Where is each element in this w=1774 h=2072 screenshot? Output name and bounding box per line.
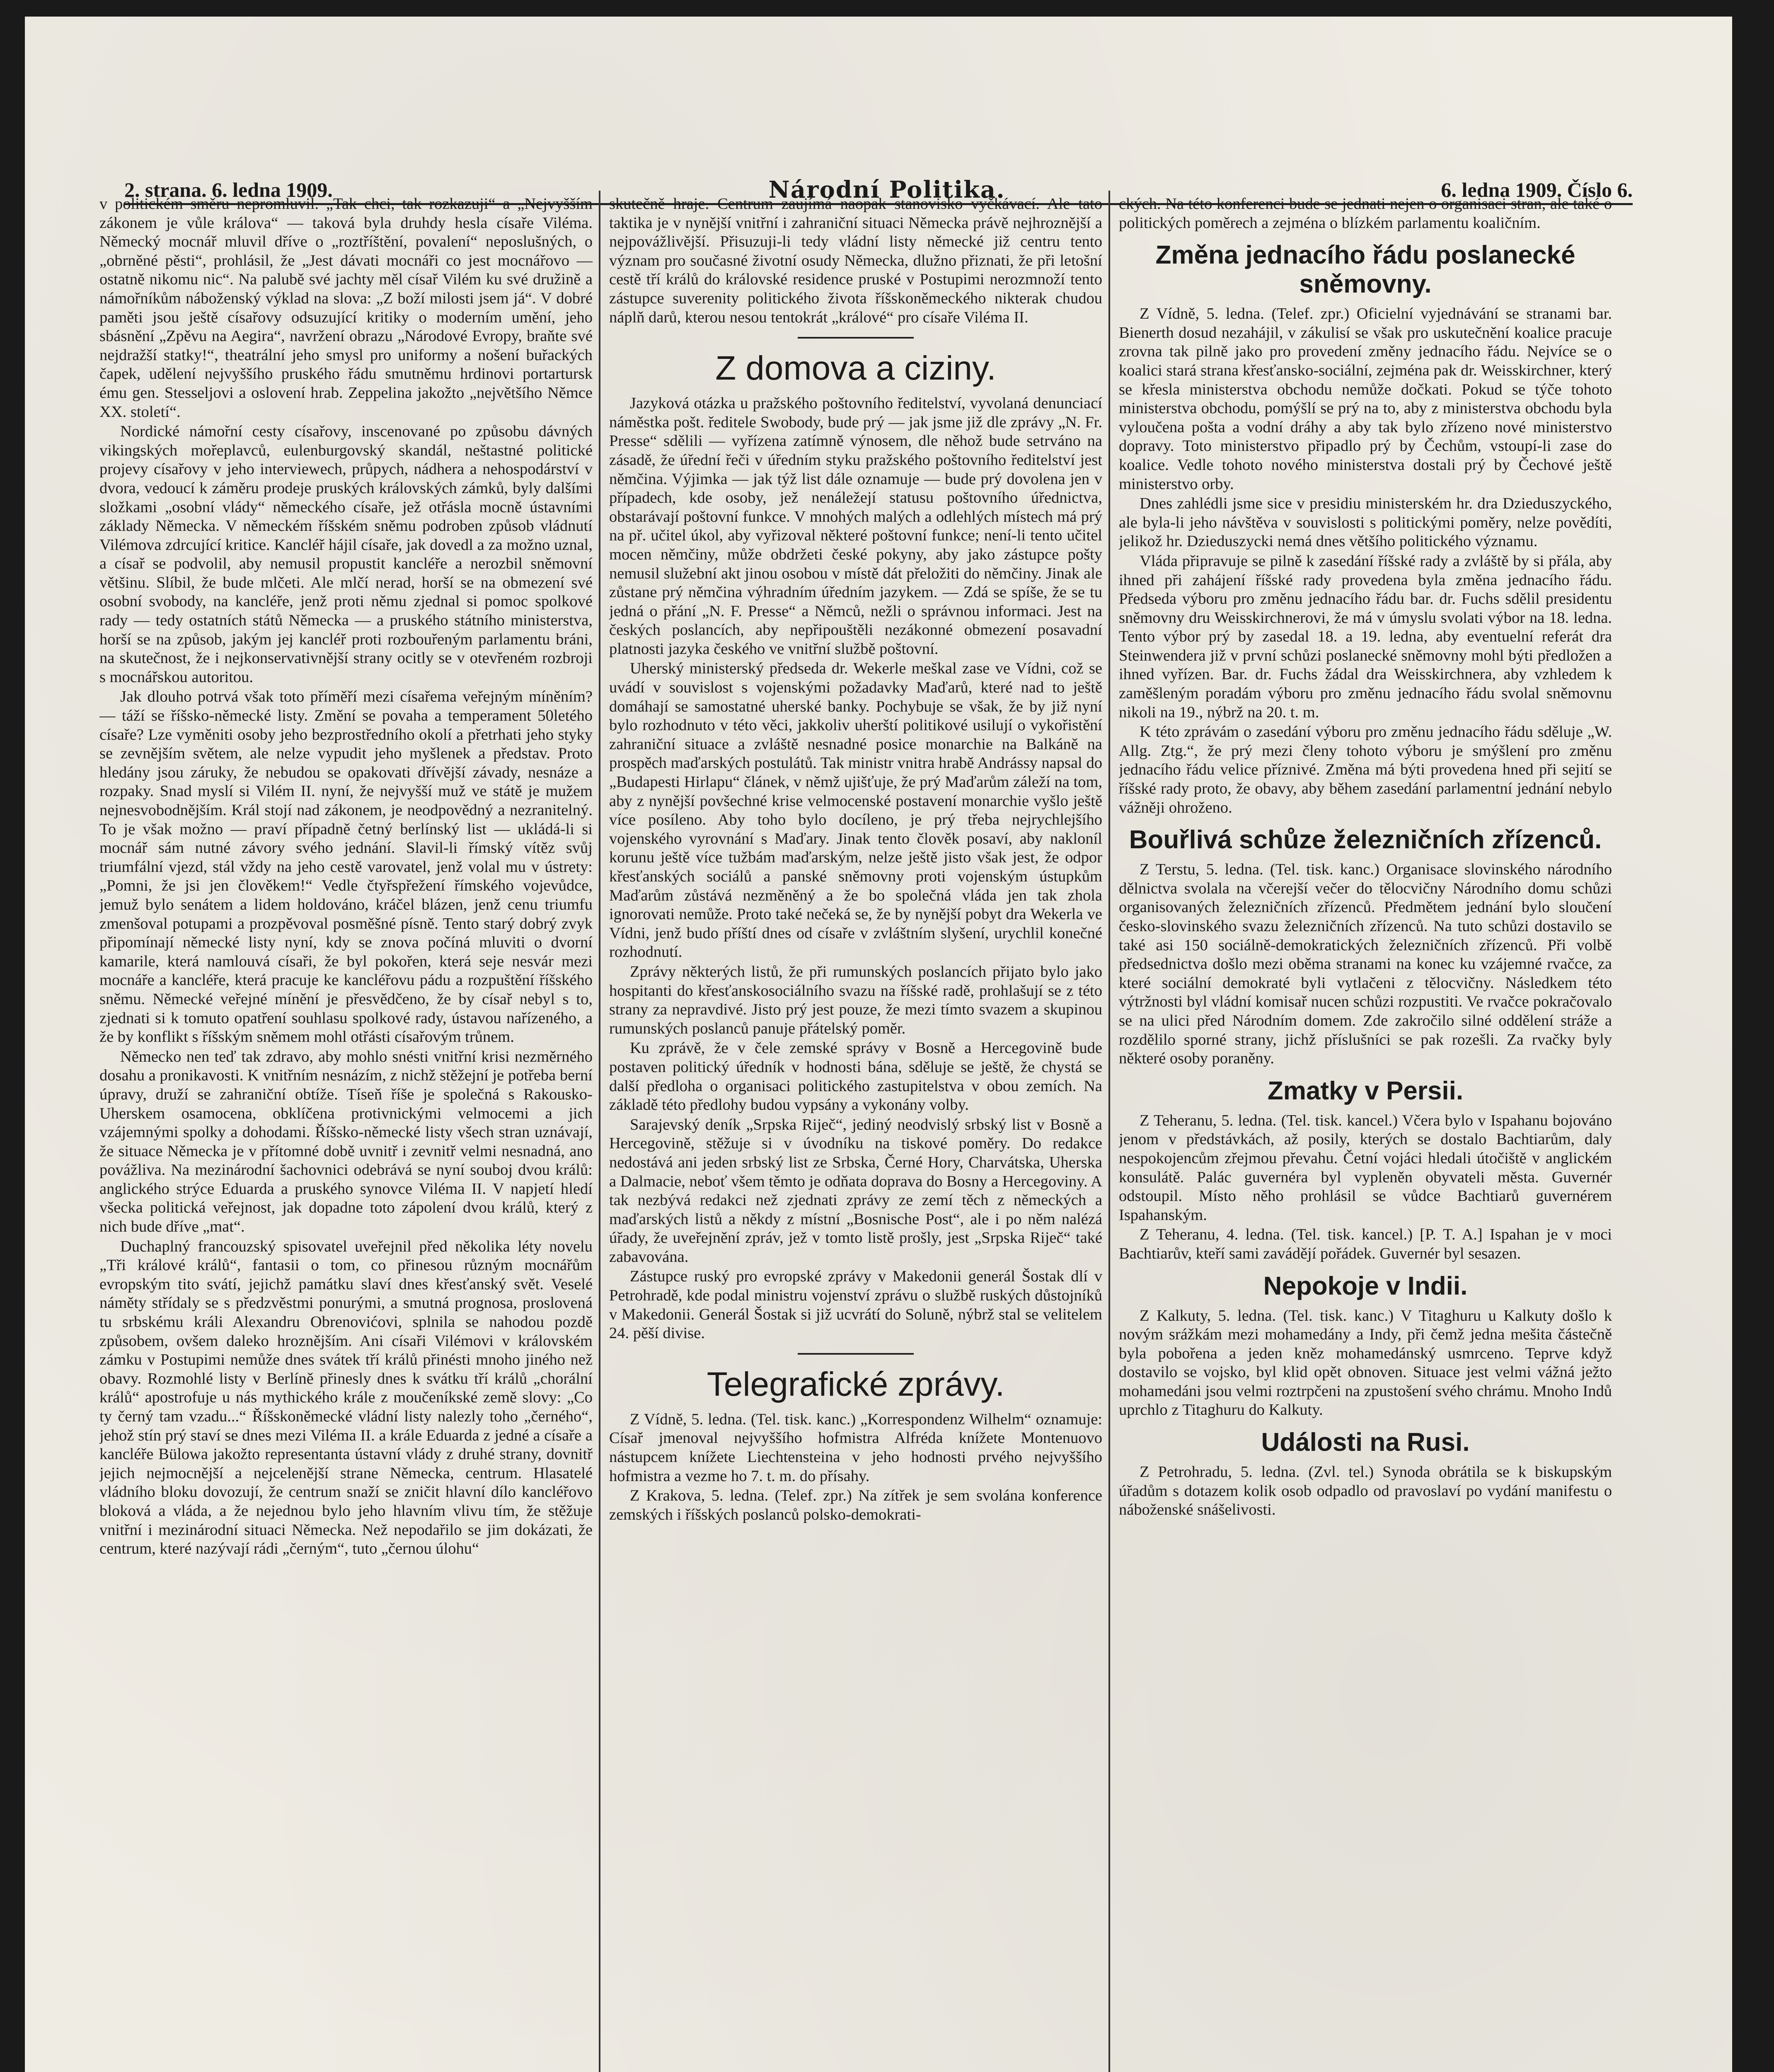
news-item: Jazyková otázka u pražského poštovního ředitelství, vyvolaná denunciací náměstka pošt. ředitele Swobody, bude prý — jak jsme již dle zprávy „N. Fr. Presse“ sdělili — vyřízena zatímně výnosem, dle něhož bude setrváno na zásadě, že úřední řeči v úředním styku pražského poštovního ředitelství jest němčina. Výjimka — jak týž list dále oznamuje — bude prý dovolena jen v případech, kde osoby, jež nenáležejí statusu poštovního úřednictva, obstarávají poštovní funkce. V mnohých malých a odlehlých místech má prý na př. učitel úkol, aby vyřizoval některé poštovní funkce; není-li tento učitel mocen němčiny, může obdržeti české pokyny, aby jako zástupce pošty nemusil služební akt jinou osobou v místě dát přeložiti do němčiny. Jinak ale zůstane prý němčina výhradním úředním jazykem. — Zdá se spíše, že se tu jedná o přání „N. F. Presse“ a Němců, nežli o správnou informaci. Jest na českých poslancích, aby nepřipouštěli nezákonné obmezení posavadní platnosti jazyka českého ve vnitřní službě poštovní. xyxy=(609,395,1102,658)
article-paragraph: Německo nen teď tak zdravo, aby mohlo snésti vnitřní krisi nezměrného dosahu a pronikavosti. K vnitřním nesnázím, z nichž stěžejní je potřeba berní úpravy, druží se zahraniční obtíže. Tíseň říše je společná s Rakousko-Uherskem osamocena, obklíčena protivnickými velmocemi a jich vzájemnými spolky a dohodami. Říšsko-německé listy všech stran uznávají, že situace Německa je v přítomné době uvnitř i zevnitř velmi nesnadná, ano povážliva. Na mezinárodní šachovnici odebrává se nyní souboj dvou králů: anglického strýce Eduarda a pruského synovce Viléma II. V napjetí hledí všecka politická veřejnost, jak dopadne toto zápolení dvou králů, který z nich bude dříve „mat“. xyxy=(99,1048,593,1236)
article-paragraph: v politickém směru nepromluvil. „Tak chci, tak rozkazuji“ a „Nejvyšším zákonem je vůle králova“ — taková byla druhdy hesla císaře Viléma. Německý mocnář mluvil dříve o „roztříštění, povalení“ neposlušných, o „obrněné pěsti“, prohlásil, že „Jest dávati mocnáři co jest mocnářovo — ostatně nikomu nic“. Na palubě své jachty měl císař Vilém ku své družině a námořníkům náboženský výklad na slova: „Z boží milosti jsem já“. V dobré paměti jsou ještě císařovy odsuzující kritiky o moderním umění, jeho sbásnění „Zpěvu na Aegira“, navržení obrazu „Národové Evropy, braňte své nejdražší statky!“, theatrální jeho smysl pro uniformy a nošení buřackých čapek, udělení nejvyššího pruského řádu smutněmu hrdinovi portartursk ému gen. Stesseljovi a oslovení hrab. Zeppelina jakožto „největšího Němce XX. století“. xyxy=(99,195,593,421)
column-3 xyxy=(1119,195,1612,2072)
news-item: Dnes zahlédli jsme sice v presidiu ministerském hr. dra Dzieduszyckého, ale byla-li jeho návštěva v souvislosti s politickými poměry, nelze povědíti, jelikož hr. Dzieduszycki nemá dnes většího politického významu. xyxy=(1119,495,1612,550)
news-item: ckých. Na této konferenci bude se jednati nejen o organisaci stran, ale také o politických poměrech a zejména o blízkém parlamentu koaličním. xyxy=(1119,195,1612,232)
article-paragraph: Jak dlouho potrvá však toto příměří mezi císařema veřejným míněním? — táží se říšsko-německé listy. Změní se povaha a temperament 50letého císaře? Lze vyměniti osoby jeho bezprostředního okolí a přetrhati jeho styky se zevnějším světem, ale nelze vypudit jeho myšlenek a představ. Proto hledány jsou záruky, že nebudou se opakovati dřívější závady, nesnáze a rozpaky. Snad myslí si Vilém II. nyní, že nejvyšší muž ve státě je mužem nejnesvobodnějším. Král stojí nad zákonem, je neodpovědný a nezranitelný. To je však možno — praví případně četný berlínský list — ukládá-li si mocnář sám nutné závory svého jednání. Slavil-li římský vítěz svůj triumfální vjezd, stál vždy na jeho cestě varovatel, jenž volal mu v ústrety: „Pomni, že jsi jen člověkem!“ Vedle čtyřspřežení římského vojevůdce, jemuž bylo senátem a lidem holdováno, kráčel blázen, jenž cenu triumfu zmenšoval potupami a prozpěvoval posměšné písně. Tento starý dobrý zvyk připomínají německé listy nyní, kdy se znova počíná mluviti o dvorní kamarile, která namlouvá císaři, že byl pokořen, která seje nesvár mezi mocnáře a kancléře, která pracuje ke kancléřovu pádu a rozpuštění říšského sněmu. Německé veřejné mínění je přesvědčeno, že by císař nebyl s to, zjednati si k tomuto opatření souhlasu spolkové rady, ústavou nařízeného, a že by konflikt s říšským sněmem mohl otřásti císařovým trůnem. xyxy=(99,688,593,1046)
news-item: Z Vídně, 5. ledna. (Tel. tisk. kanc.) „Korrespondenz Wilhelm“ oznamuje: Císař jmenoval nejvyššího hofmistra Alfréda knížete Montenuovo nástupcem knížete Liechtensteina v jeho hodnosti prvého nejvyššího hofmistra a vezme ho 7. t. m. do přísahy. xyxy=(609,1410,1102,1485)
news-item: Zástupce ruský pro evropské zprávy v Makedonii generál Šostak dlí v Petrohradě, kde podal ministru vojenství zprávu o službě ruských důstojníků v Makedonii. Generál Šostak si již ucvrátí do Soluně, nýbrž stal se velitelem 24. pěší divise. xyxy=(609,1268,1102,1342)
column-1 xyxy=(99,195,593,2072)
section-heading-domestic-foreign: Z domova a ciziny. xyxy=(715,349,996,387)
news-item: Z Kalkuty, 5. ledna. (Tel. tisk. kanc.) V Titaghuru u Kalkuty došlo k novým srážkám mezi mohamedány a Indy, při čemž jedna mešita částečně byla pobořena a jeden kněz mohamedánský usmrceno. Teprve když dostavilo se vojsko, byl klid opět obnoven. Situace jest velmi vážná ježto mohamedáni jsou velmi roztrpčeni na zpustošení svého chrámu. Mnoho Indů uprchlo z Titaghuru do Kalkuty. xyxy=(1119,1307,1612,1419)
news-item: Zprávy některých listů, že při rumunských poslancích přijato bylo jako hospitanti do křesťanskosociálního svazu na říšské radě, prohlašují se z této strany za nepravdivé. Jisto prý jest pouze, že mezi tímto svazem a skupinou rumunských poslanců panuje přátelský poměr. xyxy=(609,963,1102,1037)
news-item: Z Terstu, 5. ledna. (Tel. tisk. kanc.) Organisace slovinského národního dělnictva svolala na včerejší večer do tělocvičny Národního domu schůzi organisovaných železničních zřízenců. Předmětem jednání bylo sloučení česko-slovinského svazu železničních zřízenců. Na tuto schůzi dostavilo se také asi 150 sociálně-demokratických železničních zřízenců. Při volbě předsednictva došlo mezi oběma stranami na konec ku vzájemné rvačce, za které sociální demokraté byli vytlačeni z tělocvičny. Následkem této výtržnosti byl vládní komisař nucen schůzi rozpustiti. Ve rvačce pokračovalo se na ulici před Národním domem. Zde zakročilo silné oddělení stráže a rozdělilo sporné strany, jichž příslušníci se pak rozešli. Za rvačky byly některé osoby poraněny. xyxy=(1119,861,1612,1067)
headline-persia: Zmatky v Persii. xyxy=(1267,1076,1464,1105)
page-date-left: 2. strana. 6. ledna 1909. xyxy=(124,178,333,201)
issue-number-right: 6. ledna 1909. Číslo 6. xyxy=(1441,178,1633,201)
news-item: Uherský ministerský předseda dr. Wekerle meškal zase ve Vídni, což se uvádí v souvislost s vojenskými požadavky Maďarů, které nad to ještě domáhají se samostatné uherské banky. Pochybuje se však, že by již nyní bylo rozhodnuto v této věci, jakkoliv uherští politikové usilují o vykořistění zahraniční situace a zvláště nesnadné posice monarchie na Balkáně na prospěch maďarských postulátů. Tak ministr vnitra hrabě Andrássy napsal do „Budapesti Hirlapu“ článek, v němž ujišťuje, že prý Maďarům záleží na tom, aby z nynější povšechné krise velmocenské postavení monarchie vyšlo ještě více posíleno. Aby toho bylo docíleno, je prý třeba nejrychlejšího vojenského vyrovnání s Maďary. Jinak tento člověk posaví, aby nakloníl korunu ještě více tužbám maďarským, nelze ještě jisto však jest, že odpor křesťanských sociálů a panské sněmovny proti vojenským ústupkům Maďarům zůstává nezměněný a že bo společná vláda jen tak zhola ignorovati nemůže. Proto také nečeká se, že by nynější pobyt dra Wekerla ve Vídni, jenž budo příští dnes od císaře v zvláštním slyšení, urychlil konečné rozhodnutí. xyxy=(609,660,1102,961)
news-item: Z Vídně, 5. ledna. (Telef. zpr.) Oficielní vyjednávání se stranami bar. Bienerth dosud nezahájil, v zákulisí se však pro uskutečnění koalice pracuje zrovna tak pilně jako pro provedení změny jednacího řádu. Nejvíce se o koalici stará strana křesťansko-sociální, zejména pak dr. Weisskirchner, který se křesla ministerstva obchodu nemůže dočkati. Pokud se týče tohoto ministerstva obchodu, pomýšlí se prý na to, aby z ministerstva obchodu byla vyloučena pošta a vodní dráhy a aby tak bylo zřízeno nové ministerstvo dopravy. Toto ministerstvo připadlo prý by Čechům, vstoupí-li zase do koalice. Vedle tohoto nového ministerstva dostali prý by Čechové ještě ministerstvo orby. xyxy=(1119,305,1612,493)
headline-india: Nepokoje v Indii. xyxy=(1263,1271,1468,1300)
news-item: Z Krakova, 5. ledna. (Telef. zpr.) Na zítřek je sem svolána konference zemských i říšských poslanců polsko-demokrati- xyxy=(609,1487,1102,1523)
section-heading-telegraph: Telegrafické zprávy. xyxy=(707,1365,1005,1403)
headline-rules-change: Změna jednacího řádu poslanecké sněmovny. xyxy=(1155,241,1576,299)
section-rule xyxy=(798,1353,914,1355)
column-divider xyxy=(599,191,600,2072)
column-divider xyxy=(1108,191,1110,2072)
news-item: Sarajevský deník „Srpska Riječ“, jediný neodvislý srbský list v Bosně a Hercegovině, stěžuje si v úvodníku na tiskové poměry. Do redakce nedostává ani jeden srbský list ze Srbska, Černé Hory, Charvátska, Uherska a Dalmacie, neboť všem těmto je odňata doprava do Bosny a Hercegoviny. A tak nezbývá redakci než zjednati zprávy ze zemí těch z německých a maďarských listů a někdy z místní „Bosnische Post“, ale i po něm nalézá úřady, že uveřejnění zpráv, jež v tomto listě prošly, jest „Srpska Riječ“ také zabavována. xyxy=(609,1116,1102,1266)
news-item: Ku zprávě, že v čele zemské správy v Bosně a Hercegovině bude postaven politický úředník v hodnosti bána, sděluje se ještě, že chystá se další předloha o organisaci politického zastupitelstva v obou zemích. Na základě této předlohy budou vypsány a vykonány volby. xyxy=(609,1039,1102,1114)
headline-railway-meeting: Bouřlivá schůze železničních zřízenců. xyxy=(1129,825,1602,854)
section-rule xyxy=(798,337,914,339)
news-item: K této zprávám o zasedání výboru pro změnu jednacího řádu sděluje „W. Allg. Ztg.“, že prý mezi členy tohoto výboru je smýšlení pro změnu jednacího řádu velice příznivé. Změna má býti provedena hned při sejití se říšské rady proto, že obavy, aby během zasedání parlamentní jednání nebylo vážněji ohroženo. xyxy=(1119,723,1612,816)
news-item: Z Teheranu, 4. ledna. (Tel. tisk. kancel.) [P. T. A.] Ispahan je v moci Bachtiarův, kteří sami zavádějí pořádek. Guvernér byl sesazen. xyxy=(1119,1226,1612,1262)
article-paragraph: Duchaplný francouzský spisovatel uveřejnil před několika léty novelu „Tři králové králů“, fantasii o tom, co přinesou různým mocnářům evropským tito svátí, jejichž památku slaví dnes křesťanský svět. Veselé náměty střídaly se s předzvěstmi ponurými, a smutná prognosa, proslovená tu srbskému králi Alexandru Obrenovićovi, splnila se nahodou pozdě způsobem, ovšem daleko hroznějším. Ani císaři Vilémovi v královském zámku v Postupimi nemůže dnes svátek tří králů přinésti mnoho jiného než obavy. Rozmohlé listy v Berlíně přinesly dnes k svátku tří králů „chorální králů“ apostrofuje u nás mythického krále z moučeníkské země slovy: „Co ty černý tam vzadu...“ Říšskoněmecké vládní listy nalezly toho „černého“, jehož stín prý staví se dnes mezi Viléma II. a krále Eduarda z jedné a císaře a kancléře Bülowa jakožto representanta ústavní vlády z druhé strany, dovnitř jejich nejmocnější a nejcelenější strane Německa, centrum. Hlasatelé vládního bloku dovozují, že centrum snaží se zničit hlavní dílo kancléřovo bloková a vláda, a že nejednou bylo jeho hlavním vlivu tím, že stěžuje vnitřní i mezinárodní situaci Německa. Než nepodařilo se jim dokázati, že centrum, které nazývají rádi „černým“, tuto „černou úlohu“ xyxy=(99,1237,593,1558)
news-item: Z Petrohradu, 5. ledna. (Zvl. tel.) Synoda obrátila se k biskupským úřadům s dotazem kolik osob odpadlo od pravoslaví po vydání manifestu o náboženské snášelivosti. xyxy=(1119,1463,1612,1519)
news-item: Vláda připravuje se pilně k zasedání říšské rady a zvláště by si přála, aby ihned při zahájení říšské rady provedena byla změna jednacího řádu. Předseda výboru pro změnu jednacího řádu bar. dr. Fuchs sdělil presidentu sněmovny dru Weisskirchnerovi, že má v úmyslu svolati výbor na 18. ledna. Tento výbor prý by zasedal 18. a 19. ledna, aby eventuelní referát dra Steinwendera již v první schůzi poslanecké sněmovny mohl býti předložen a ihned vyřízen. Bar. dr. Fuchs žádal dra Weisskirchnera, aby vzhledem k zaměšleným poradám výboru pro změnu jednacího řádu svolal sněmovnu nikoli na 19., nýbrž na 20. t. m. xyxy=(1119,552,1612,721)
column-2 xyxy=(609,195,1102,2072)
news-item: Z Teheranu, 5. ledna. (Tel. tisk. kancel.) Včera bylo v Ispahanu bojováno jenom v předstávkách, až posily, kterých se dostalo Bachtiarům, daly nespokojencům zřejmou převahu. Četní vojáci hledali útočiště v anglickém konsulátě. Palác guvernéra byl vypleněn obyvateli města. Guvernér odstoupil. Místo něho prohlásil se vůdce Bachtiarů guvernérem Ispahanským. xyxy=(1119,1111,1612,1224)
masthead-title: Národní Politika. xyxy=(768,176,1005,203)
headline-russia: Události na Rusi. xyxy=(1261,1428,1470,1457)
article-paragraph: Nordické námořní cesty císařovy, inscenované po způsobu dávných vikingských mořeplavců, eulenburgovský skandál, neštastné politické projevy císařovy v jeho interviewech, průpych, nádhera a nehospodárství v dvora, vedoucí k záměru prodeje pruských královských zámků, byly dalšími složkami „osobní vlády“ německého císaře, jež otřásla mocně ústavními základy Německa. V německém říšském sněmu podroben způsob vládnutí Vilémova zdrcující kritice. Kancléř hájil císaře, jak dovedl a za možno uznal, a císař se podvolil, aby nemusil propustit kancléře a nerozbil sněmovní většinu. Slíbil, že bude mlčeti. Ale mlčí nerad, horší se na obmezení své osobní svobody, na kancléře, jenž proti němu zjednal si pomoc spolkové rady — tedy ostatních států Německa — a pruského státního ministerstva, horší se na způsob, jakým jej kancléř proti rozbouřeným parlamentu bráni, na skutečnost, že i nejkonservativnější strany ocitly se v otevřeném rozbroji s mocnářskou autoritou. xyxy=(99,423,593,686)
article-paragraph: skutečně hraje. Centrum zaujímá naopak stanovisko vyčkávací. Ale tato taktika je v nynější vnitřní i zahraniční situaci Německa právě nejhroznější a nejpovážlivější. Přisuzuji-li tedy vládní listy německé již centru tento význam pro současné životní osudy Německa, dlužno přiznati, že při letošní cestě tří králů do královské residence pruské v Postupimi nerozmnoží tento zástupce suverenity politického života říšskoněmeckého nikterak chudou náplň darů, kterou nesou tentokrát „králové“ pro císaře Viléma II. xyxy=(609,195,1102,326)
